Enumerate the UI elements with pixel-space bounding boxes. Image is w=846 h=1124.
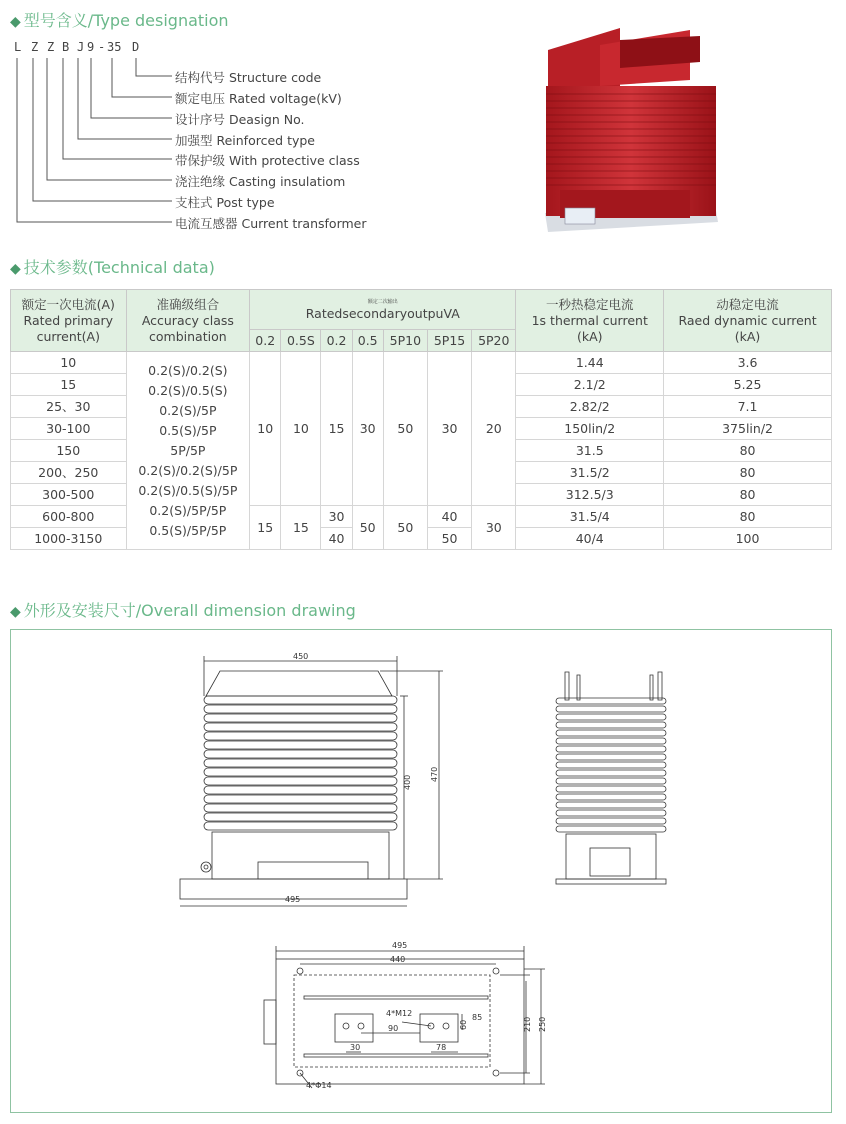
code-letter: 9 xyxy=(87,40,95,54)
table-row: 200、250 31.5/2 80 xyxy=(11,462,832,484)
dim-label: 400 xyxy=(403,774,412,790)
sub-header: 5P20 xyxy=(472,330,516,352)
designation-item: 加强型 Reinforced type xyxy=(175,133,315,148)
code-letter: Z xyxy=(47,40,55,54)
header-secondary: 额定二次输出 RatedsecondaryoutpuVA xyxy=(250,290,516,330)
sub-header: 0.2 xyxy=(321,330,352,352)
code-letter: L xyxy=(14,40,22,54)
table-row: 15 2.1/2 5.25 xyxy=(11,374,832,396)
table-row: 1000-3150 40 50 40/4 100 xyxy=(11,528,832,550)
table-row: 300-500 312.5/3 80 xyxy=(11,484,832,506)
designation-item: 电流互感器 Current transformer xyxy=(175,216,367,231)
dim-label: 495 xyxy=(285,895,301,904)
code-letter: J xyxy=(77,40,85,54)
dim-label: 450 xyxy=(293,652,309,661)
table-row: 25、30 2.82/2 7.1 xyxy=(11,396,832,418)
sub-header: 0.2 xyxy=(250,330,281,352)
sub-header: 5P15 xyxy=(427,330,471,352)
diamond-icon: ◆ xyxy=(10,261,21,277)
designation-item: 带保护级 With protective class xyxy=(175,153,360,168)
designation-item: 设计序号 Deasign No. xyxy=(175,112,305,127)
sub-header: 0.5S xyxy=(281,330,321,352)
table-row: 30-100 150lin/2 375lin/2 xyxy=(11,418,832,440)
designation-item: 额定电压 Rated voltage(kV) xyxy=(175,91,342,106)
code-letter: Z xyxy=(31,40,39,54)
diamond-icon: ◆ xyxy=(10,14,21,30)
section-heading-type: ◆ 型号含义/Type designation xyxy=(10,11,229,30)
dim-label: 210 xyxy=(523,1016,532,1032)
dim-label: 250 xyxy=(538,1016,547,1032)
section-heading-technical: ◆ 技术参数(Technical data) xyxy=(10,258,215,277)
designation-item: 浇注绝缘 Casting insulatiom xyxy=(175,174,346,189)
table-row: 600-800 15 15 30 50 50 40 30 31.5/4 80 xyxy=(11,506,832,528)
sub-header: 0.5 xyxy=(352,330,383,352)
header-accuracy: 准确级组合 Accuracy class combination xyxy=(126,290,250,352)
code-letter: 35 xyxy=(107,40,122,54)
code-letter: B xyxy=(62,40,70,54)
dim-label: 90 xyxy=(388,1024,399,1033)
diamond-icon: ◆ xyxy=(10,604,21,620)
header-dynamic: 动稳定电流 Raed dynamic current (kA) xyxy=(664,290,832,352)
accuracy-cell: 0.2(S)/0.2(S) 0.2(S)/0.5(S) 0.2(S)/5P 0.5(S)/5P 5P/5P 0.2(S)/0.2(S)/5P 0.2(S)/0.5(S)/5P 0.2(S)/5P/5P 0.5(S)/5P/5P xyxy=(126,352,250,550)
dim-label: 440 xyxy=(390,955,406,964)
header-primary: 额定一次电流(A) Rated primary current(A) xyxy=(11,290,127,352)
section-heading-dimension: ◆ 外形及安装尺寸/Overall dimension drawing xyxy=(10,601,356,620)
code-letter: D xyxy=(132,40,140,54)
header-thermal: 一秒热稳定电流 1s thermal current (kA) xyxy=(516,290,664,352)
dim-label: 470 xyxy=(430,766,439,782)
table-row: 10 0.2(S)/0.2(S) 0.2(S)/0.5(S) 0.2(S)/5P 0.5(S)/5P 5P/5P 0.2(S)/0.2(S)/5P 0.2(S)/0.5(S)/5P 0.2(S)/5P/5P 0.5(S)/5P/5P 10 10 15 30 50 30 20 1.44 3.6 xyxy=(11,352,832,374)
sub-header: 5P10 xyxy=(383,330,427,352)
dim-label: 4*Φ14 xyxy=(306,1081,332,1090)
dim-label: 60 xyxy=(459,1019,468,1030)
code-letter: - xyxy=(98,40,106,54)
dim-label: 495 xyxy=(392,941,408,950)
designation-item: 支柱式 Post type xyxy=(175,195,275,210)
dim-label: 85 xyxy=(472,1013,483,1022)
table-row: 150 31.5 80 xyxy=(11,440,832,462)
dim-label: 4*M12 xyxy=(386,1009,413,1018)
designation-item: 结构代号 Structure code xyxy=(175,70,322,85)
dim-label: 78 xyxy=(436,1043,447,1052)
dim-label: 30 xyxy=(350,1043,361,1052)
